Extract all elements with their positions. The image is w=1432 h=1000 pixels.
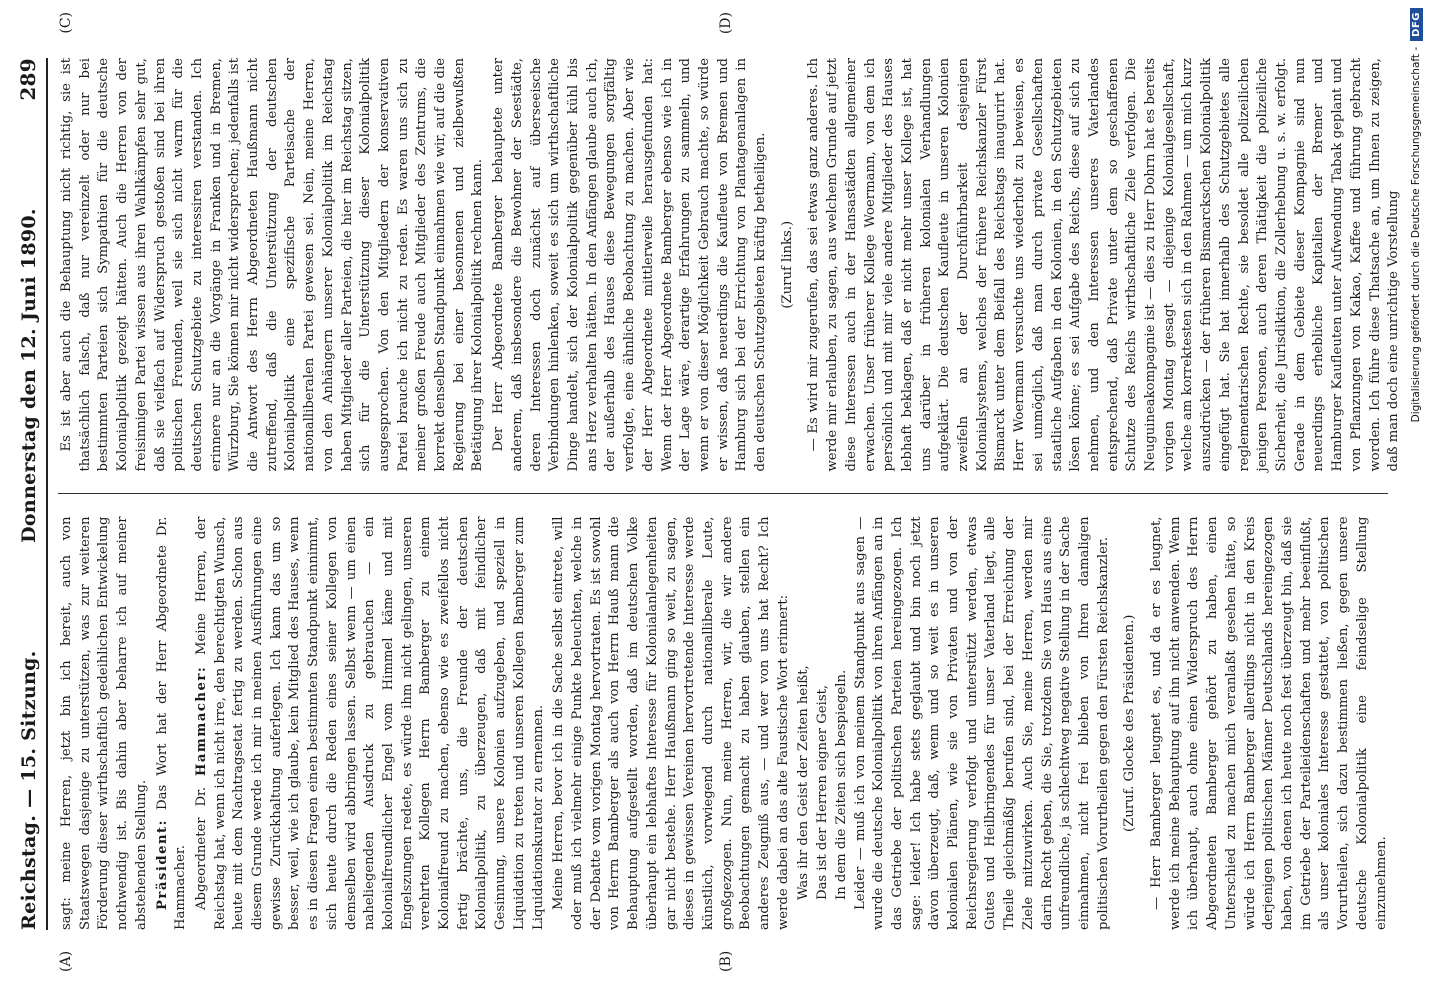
margin-mark-b: (B) (718, 950, 734, 972)
margin-mark-a: (A) (58, 950, 74, 972)
interjection: (Zuruf. Glocke des Präsidenten.) (1122, 614, 1138, 832)
page-number: 289 (16, 58, 40, 101)
paragraph: Meine Herren, bevor ich in die Sache selbst eintrete, will oder muß ich vielmehr einige Punkte beleuchten, welche in der Debatte vom vorigen Montag hervortraten. Es ist sowohl von Herrn Bamberger als auch von Herrn Hauß mann die Behauptung aufgestellt worden, daß im deutschen Volke überhaupt ein lebhaftes Interesse für Kolonialanlegenheiten gar nicht bestehe. Herr Haußmann ging so weit, zu sagen, dieses in gewissen Vereinen hervortretende Interesse werde künstlich, vorwiegend durch nationalliberale Leute, großgezogen. Nun, meine Herren, wir, die wir andere Beobachtungen gemacht zu haben glauben, stellen ein anderes Zeugniß aus, — und wer von uns hat Recht? Ich werde dabei an das alte Faustische Wort erinnert: (551, 516, 791, 930)
left-column (58, 516, 1389, 972)
interjection: (Zuruf links.) (779, 220, 795, 309)
dfg-logo: DFG (1410, 8, 1423, 41)
paragraph: Leider — muß ich von meinem Standpunkt aus sagen — wurde die deutsche Kolonialpolitik von ihren Anfängen an in das Getriebe der politischen Parteien hereingezogen. Ich sage: leider! Ich habe stets geglaubt und bin noch jetzt davon überzeugt, daß, wenn und so weit es in unseren kolonialen Plänen, wie sie von Privaten und von der Reichsregierung verfolgt und unterstützt werden, etwas Gutes und Heilbringendes für unser Vaterland liegt, alle Theile gleichmäßig berufen sind, bei der Erreichung der Ziele mitzuwirken. Auch Sie, meine Herren, werden mir darin Recht geben, die Sie, trotzdem Sie von Haus aus eine unfreundliche, ja schlechtweg negative Stellung in der Sache einnahmen, nicht frei blieben von Ihren damaligen politischen Vorurtheilen gegen den Fürsten Reichskanzler. (852, 516, 1111, 930)
paragraph-text: Das Wort hat der Herr Abgeordnete Dr. Hammacher. (154, 516, 189, 930)
speaker-intro: Abgeordneter Dr. (193, 786, 209, 910)
paragraph: Es ist aber auch die Behauptung nicht richtig, sie ist thatsächlich falsch, daß nur vereinzelt oder nur bei bestimmten Parteien sich Sympathien für die deutsche Kolonialpolitik gezeigt hätten. Auch die Herren von der freisinnigen Partei wissen aus ihren Wahlkämpfen sehr gut, daß sie vielfach auf Widerspruch gestoßen sind bei ihren politischen Freunden, weil sie sich nicht warm für die deutschen Schutzgebiete zu interessiren verstanden. Ich erinnere nur an die Vorgänge in Franken und in Bremen, Würzburg, Sie können mir nicht widersprechen; jedenfalls ist die Antwort des Herrn Abgeordneten Haußmann nicht zutreffend, daß die Unterstützung der deutschen Kolonialpolitik eine spezifische Parteisache der nationalliberalen Partei gewesen sei. Nein, meine Herren, von den Anhängern unserer Kolonialpolitik im Reichstag haben Mitglieder aller Parteien, die hier im Reichstag sitzen, sich für die Unterstützung dieser Kolonialpolitik ausgesprochen. Von den Mitgliedern der konservativen Partei brauche ich nicht zu reden. Es waren uns sich zu meiner großen Freude auch Mitglieder des Zentrums, die korrekt denselben Standpunkt einnahmen wie wir, auf die die Regierung bei einer besonnenen und zielbewußten Betätigung ihrer Kolonialpolitik rechnen kann. (59, 58, 486, 472)
paragraph: — Herr Bamberger leugnet es, und da er es leugnet, werde ich meine Behauptung auf ihn nicht anwenden. Wenn ich überhaupt, auch ohne einen Widerspruch des Herrn Abgeordneten Bamberger gehört zu haben, einen Unterschied zu machen mich veranlaßt gesehen hätte, so würde ich Herrn Bamberger allerdings nicht in den Kreis derjenigen politischen Männer Deutschlands hereingezogen haben, von denen ich heute noch fest überzeugt bin, daß sie im Getriebe der Parteileidenschaften und mehr beeinflußt, als unser koloniales Interesse gestattet, von politischen Vorurtheilen, sich dazu bestimmen ließen, gegen unsere deutsche Kolonialpolitik eine feindselige Stellung einzunehmen. (1149, 516, 1389, 930)
verse-line: In dem die Zeiten sich bespiegeln. (833, 669, 849, 900)
header-date: Donnerstag den 12. Juni 1890. (18, 208, 40, 543)
paragraph (193, 517, 548, 931)
column-divider (58, 494, 1388, 495)
paragraph: sagt: meine Herren, jetzt bin ich bereit, auch von Staatswegen dasjenige zu unterstützen, was zur weiteren Förderung dieser wirthschaftlich gedeihlichen Entwickelung nothwendig ist. Bis dahin aber beharre ich auf meiner abstehenden Stellung. (59, 516, 149, 930)
margin-mark-d: (D) (718, 12, 734, 35)
header-left: Reichstag. — 15. Sitzung. (18, 650, 40, 930)
paragraph-text: Meine Herren, der Reichstag hat, wenn ich nicht irre, den berechtigten Wunsch, heute mit dem Nachtragsetat fertig zu werden. Schon aus diesem Grunde werde ich mir in meinen Ausführungen eine gewisse Zurückhaltung auferlegen. Ich kann das um so besser, weil, wie ich glaube, kein Mitglied des Hauses, wenn es in diesen Fragen einen bestimmten Standpunkt einnimmt, sich heute durch die Reden eines seiner Kollegen von demselben wird abbringen lassen. Selbst wenn — um einen naheliegenden Ausdruck zu gebrauchen — ein kolonialfreundlicher Engel vom Himmel käme und mit Engelszungen redete, es würde ihm nicht gelingen, unseren verehrten Kollegen Herrn Bamberger zu einem Kolonialfreund zu machen, ebenso wie es zweifellos nicht fertig brächte, uns, die Freunde der deutschen Kolonialpolitik, zu überzeugen, daß mit feindlicher Gesinnung, unsere Kolonien aufzugeben, und speziell in Liquidation zu treten und unseren Kollegen Bamberger zum Liquidationskurator zu ernennen. (193, 516, 546, 930)
digitization-credit (1404, 0, 1428, 1000)
margin-mark-c: (C) (58, 12, 74, 34)
text-columns (58, 12, 1402, 972)
speaker-label: Hammacher: (193, 665, 209, 777)
verse-line: Was ihr den Geist der Zeiten heißt, (796, 665, 812, 900)
verse-line: Das ist der Herren eigner Geist, (815, 684, 831, 900)
page-header (16, 58, 48, 930)
paragraph (154, 517, 191, 931)
paragraph: — Es wird mir zugerufen, das sei etwas ganz anderes. Ich werde mir erlauben, zu sagen, aus welchem Grunde auf jetzt diese Interessen auch in der Hansastädten allgemeiner erwachen. Unser früherer Kollege Woermann, von dem ich persönlich und mit mir viele andere Mitglieder des Hauses lebhaft beklagen, daß er nicht mehr unser Kollege ist, hat uns darüber in früheren kolonialen Verhandlungen aufgeklärt. Die deutschen Kaufleute in unseren Kolonien zweifeln an der Durchführbarkeit desjenigen Kolonialsystems, welches der frühere Reichskanzler Fürst Bismarck unter dem Beifall des Reichstags inaugurirt hat. Herr Woermann versuchte uns wiederholt zu beweisen, es sei unmöglich, daß man durch private Gesellschaften staatliche Aufgaben in den Kolonien, in den Schutzgebieten lösen könne; es sei Aufgabe des Reichs, diese auf sich zu nehmen, und den Interessen unseres Vaterlandes entsprechend, daß Private unter dem so geschaffenen Schutze des Reichs wirthschaftliche Ziele verfolgen. Die Neuguineakompagnie ist — dies zu Herr Dohrn hat es bereits vorigen Montag gesagt — diejenige Kolonialgesellschaft, welche am korrektesten sich in den Rahmen — um mich kurz auszudrücken — der früheren Bismarckschen Kolonialpolitik eingefügt hat. Sie hat innerhalb des Schutzgebietes alle reglementarischen Rechte, sie besoldet alle polizeilichen jenigen Personen, auch deren Thätigkeit die polizeiliche Sicherheit, die Jurisdiktion, die Zollerhebung u. s. w. erfolgt. Gerade in dem Gebiete dieser Kompagnie sind nun neuerdings erhebliche Kapitalien der Bremer und Hamburger Kaufleuten unter Aufwendung Tabak geplant und von Pflanzungen von Kakao, Kaffee und führung gebracht worden. Ich führe diese Thatsache an, um Ihnen zu zeigen, daß man doch eine unrichtige Vorstellung (806, 58, 1402, 472)
paragraph: Der Herr Abgeordnete Bamberger behauptete unter anderem, daß insbesondere die Bewohner der Seestädte, deren Interessen doch zunächst auf überseeische Verbindungen hinlenken, soweit es sich um wirthschaftliche Dinge handelt, sich der Kolonialpolitik gegenüber kühl bis ans Herz verhalten hätten. In den Anfängen glaube auch ich, der außerhalb des Hauses diese Bewegungen sorgfältig verfolgte, eine ähnliche Beobachtung zu machen. Aber wie der Herr Abgeordnete mittlerweile herausgefunden hat: Wenn der Herr Abgeordnete Bamberger ebenso wie ich in der Lage wäre, derartige Erfahrungen zu sammeln, und wenn er von dieser Möglichkeit Gebrauch machte, so würde er wissen, daß neuerdings die Kaufleute von Bremen und Hamburg sich bei der Errichtung von Plantagenanlagen in den deutschen Schutzgebieten kräftig betheiligen. (491, 58, 769, 472)
speaker-label: Präsident: (154, 818, 170, 910)
credit-text: Digitalisierung gefördert durch die Deutsche Forschungsgemeinschaft - (1410, 46, 1422, 423)
right-column (58, 12, 1402, 472)
